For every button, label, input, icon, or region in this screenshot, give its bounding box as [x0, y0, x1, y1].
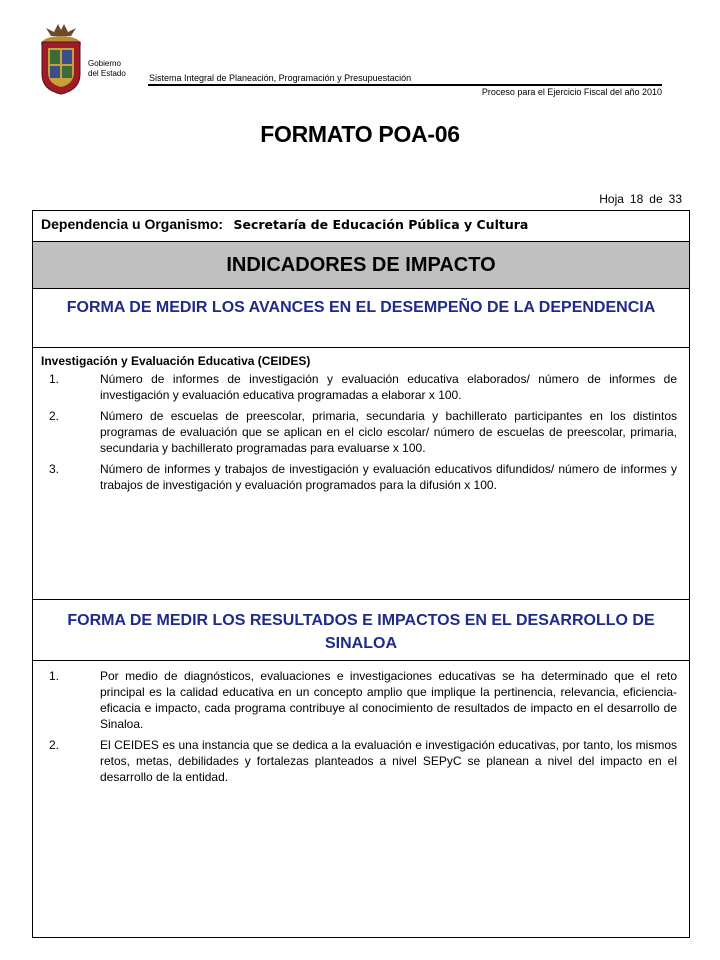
section2-list — [41, 668, 677, 785]
government-label: Gobierno del Estado — [88, 59, 126, 78]
sheet-of: de — [649, 192, 663, 206]
sheet-current: 18 — [629, 192, 644, 206]
impact-indicators-band: INDICADORES DE IMPACTO — [33, 242, 689, 289]
sheet-label: Hoja — [599, 192, 624, 206]
dependency-label: Dependencia u Organismo: — [41, 216, 224, 232]
dependency-row — [33, 211, 689, 242]
section1-body — [33, 348, 689, 600]
list-item: 3. Número de informes y trabajos de investigación y evaluación educativos difundidos/ número de informes y trabajos de investigación y evaluación programados para la difusión x 100. — [49, 462, 677, 492]
list-item: 2. El CEIDES es una instancia que se dedica a la evaluación e investigación educativas, por tanto, los mismos retos, metas, debilidades y fortalezas planteados a nivel SEPyC se planean a nivel del impacto en el desarrollo de la entidad. — [49, 738, 677, 784]
section1-list — [41, 371, 677, 493]
list-item: 1. Por medio de diagnósticos, evaluaciones e investigaciones educativas se ha determinado que el reto principal es la calidad educativa en un concepto amplio que implique la pertinencia, relevancia, eficiencia-eficacia e impacto, cada programa contribuye al conocimiento de resultados de impacto en el desarrollo de Sinaloa. — [49, 669, 677, 731]
section1-subtitle: Investigación y Evaluación Educativa (CEIDES) — [41, 354, 311, 368]
section1-heading: FORMA DE MEDIR LOS AVANCES EN EL DESEMPEÑO DE LA DEPENDENCIA — [33, 289, 689, 348]
header-rule — [148, 84, 662, 86]
sheet-total: 33 — [668, 192, 682, 206]
list-item: 1. Número de informes de investigación y evaluación educativa elaborados/ número de informes de investigación y evaluación educativa programadas a elaborar x 100. — [49, 372, 677, 402]
fiscal-process: Proceso para el Ejercicio Fiscal del año 2010 — [481, 87, 662, 97]
state-coat-of-arms-icon — [38, 18, 84, 96]
poa-form — [32, 210, 690, 938]
dependency-value: Secretaría de Educación Pública y Cultura — [233, 217, 529, 232]
list-item: 2. Número de escuelas de preescolar, primaria, secundaria y bachillerato participantes en los distintos programas de evaluación que se aplican en el ciclo escolar/ número de escuelas de preescolar, primaria, secundaria y bachillerato programadas para evaluarse x 100. — [49, 409, 677, 455]
section2-heading: FORMA DE MEDIR LOS RESULTADOS E IMPACTOS EN EL DESARROLLO DE SINALOA — [33, 600, 689, 661]
system-name: Sistema Integral de Planeación, Programación y Presupuestación — [149, 73, 412, 83]
section2-body — [33, 661, 689, 937]
page-title: FORMATO POA-06 — [260, 121, 460, 147]
sheet-counter — [593, 192, 682, 206]
